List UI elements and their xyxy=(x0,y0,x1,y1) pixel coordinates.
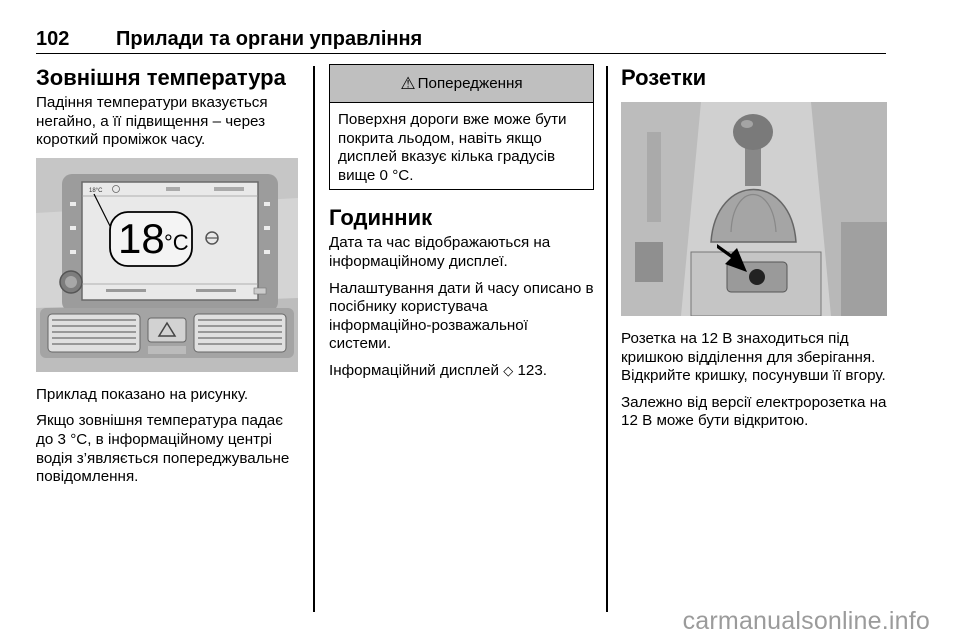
heading-clock: Годинник xyxy=(329,205,433,231)
small-temp-readout: 18°C xyxy=(89,187,103,194)
heading-power-outlets: Розетки xyxy=(621,65,707,90)
column-outside-temperature xyxy=(36,64,298,495)
heading-outside-temperature: Зовнішня температура xyxy=(36,65,286,90)
outside-temperature-intro: Падіння температури вказується негайно, а її підвищення – через короткий проміжок часу. xyxy=(36,94,268,149)
column-power-outlets xyxy=(621,64,887,439)
outlet-para-1: Розетка на 12 В знаходиться під кришкою відділення для зберігання. Відкрийте кришку, посунувши її вгору. xyxy=(621,330,886,385)
column-warning-clock xyxy=(329,64,594,389)
column-divider-1 xyxy=(313,66,315,612)
outside-temperature-warning-text: Якщо зовнішня температура падає до 3 °C, в інформаційному центрі водія з’являється попереджувальне повідомлення. xyxy=(36,412,290,486)
xref-arrow-icon: ◇ xyxy=(503,362,514,378)
big-temperature-value: 18 xyxy=(118,214,165,262)
column-divider-2 xyxy=(606,66,608,612)
page-number: 102 xyxy=(36,28,70,50)
warning-title: Попередження xyxy=(417,75,523,92)
big-temperature-unit: °C xyxy=(164,229,189,255)
page-section-title: Прилади та органи управління xyxy=(116,28,423,50)
warning-header xyxy=(330,65,593,103)
center-console-illustration xyxy=(621,102,887,316)
clock-para-1: Дата та час відображаються на інформаційному дисплеї. xyxy=(329,234,551,270)
figure-power-outlet xyxy=(621,102,887,316)
clock-para-2: Налаштування дати й часу описано в посібнику користувача інформаційно-розважальної системи. xyxy=(329,279,594,353)
outlet-para-2: Залежно від версії електророзетка на 12 В може бути відкритою. xyxy=(621,393,887,430)
xref-page: 123. xyxy=(517,361,548,379)
watermark: carmanualsonline.info xyxy=(682,607,930,635)
figure-caption: Приклад показано на рисунку. xyxy=(36,385,249,403)
figure-temperature-display xyxy=(36,158,298,372)
warning-triangle-icon: ⚠ xyxy=(400,73,416,93)
warning-text: Поверхня дороги вже може бути покрита льодом, навіть якщо дисплей вказує кілька градусів вище 0 °C. xyxy=(338,111,567,184)
warning-box xyxy=(329,64,594,190)
page-header xyxy=(36,28,886,54)
xref-label: Інформаційний дисплей xyxy=(329,361,499,379)
clock-cross-reference xyxy=(329,362,594,381)
dashboard-illustration xyxy=(36,158,298,372)
